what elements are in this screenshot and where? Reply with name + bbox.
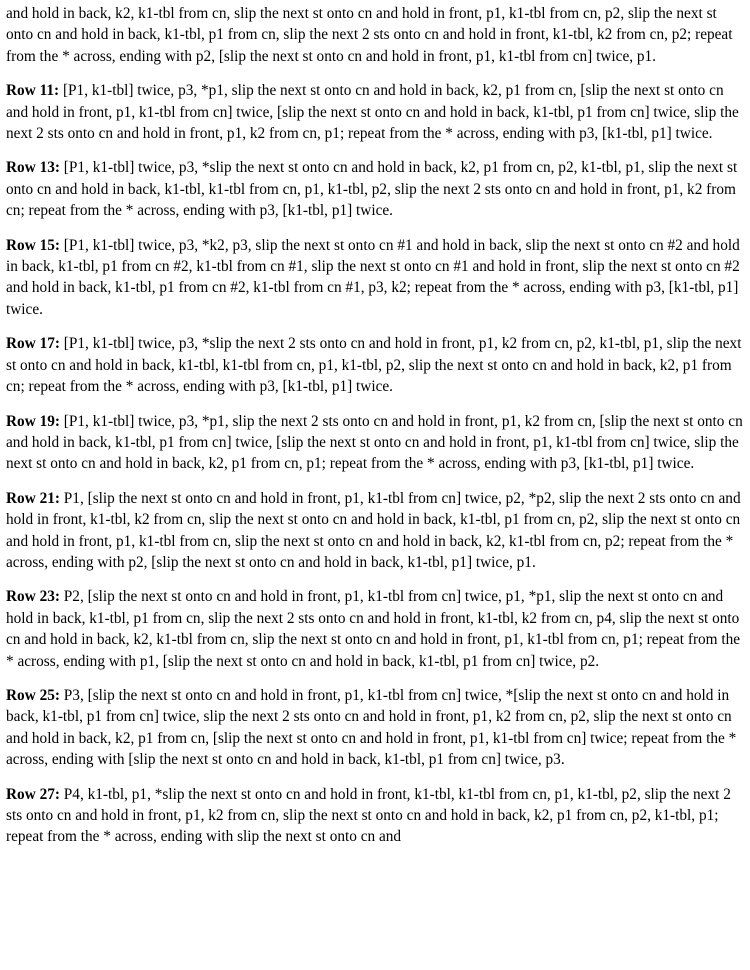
row-instructions: [P1, k1-tbl] twice, p3, *slip the next st onto cn and hold in back, k2, p1 from cn, p2, k1-tbl, p1, slip the next st onto cn and hold in back, k1-tbl, k1-tbl from cn, p1, k1-tbl, p2, slip the next 2 sts onto cn and hold in front, p1, k2 from cn; repeat from the * across, ending with p3, [k1-tbl, p1] twice. xyxy=(6,159,738,220)
row-label: Row 21: xyxy=(6,489,60,507)
row-instructions: P4, k1-tbl, p1, *slip the next st onto cn and hold in front, k1-tbl, k1-tbl from cn, p1, k1-tbl, p2, slip the next 2 sts onto cn and hold in front, p1, k2 from cn, slip the next st onto cn and hold in back, k2, p1 from cn, p2, k1-tbl, p1; repeat from the * across, ending with slip the next st onto cn and xyxy=(6,785,731,846)
row-label: Row 15: xyxy=(6,236,60,254)
document-page xyxy=(6,3,744,861)
row-13-paragraph xyxy=(6,157,744,221)
row-label: Row 17: xyxy=(6,335,60,353)
row-21-paragraph xyxy=(6,488,744,574)
row-label: Row 25: xyxy=(6,686,60,704)
row-11-paragraph xyxy=(6,80,744,144)
row-label: Row 13: xyxy=(6,159,60,177)
row-instructions: P2, [slip the next st onto cn and hold in front, p1, k1-tbl from cn] twice, p1, *p1, slip the next st onto cn and hold in back, k1-tbl, p1 from cn, slip the next 2 sts onto cn and hold in front, k1-tbl, k2 from cn, p4, slip the next st onto cn and hold in back, k2, k1-tbl from cn, slip the next st onto cn and hold in front, p1, k1-tbl from cn, p1; repeat from the * across, ending with p1, [slip the next st onto cn and hold in back, k1-tbl, p1 from cn] twice, p2. xyxy=(6,588,741,670)
row-instructions: [P1, k1-tbl] twice, p3, *p1, slip the next 2 sts onto cn and hold in front, p1, k2 from cn, [slip the next st onto cn and hold in back, k1-tbl, p1 from cn] twice, [slip the next st onto cn and hold in front, p1, k1-tbl from cn] twice, slip the next st onto cn and hold in back, k2, p1 from cn, p1; repeat from the * across, ending with p3, [k1-tbl, p1] twice. xyxy=(6,412,743,473)
row-label: Row 11: xyxy=(6,82,60,100)
row-instructions: P1, [slip the next st onto cn and hold in front, p1, k1-tbl from cn] twice, p2, *p2, slip the next 2 sts onto cn and hold in front, k1-tbl, k2 from cn, slip the next st onto cn and hold in back, k1-tbl, p1 from cn, p2, slip the next st onto cn and hold in front, p1, k1-tbl from cn, slip the next st onto cn and hold in back, k2, k1-tbl from cn, p2; repeat from the * across, ending with p2, [slip the next st onto cn and hold in back, k1-tbl, p1] twice, p1. xyxy=(6,489,741,571)
row-15-paragraph xyxy=(6,235,744,321)
row-19-paragraph xyxy=(6,411,744,475)
row-instructions: P3, [slip the next st onto cn and hold in front, p1, k1-tbl from cn] twice, *[slip the next st onto cn and hold in back, k1-tbl, p1 from cn] twice, slip the next 2 sts onto cn and hold in front, p1, k2 from cn, p2, slip the next st onto cn and hold in back, k2, p1 from cn, [slip the next st onto cn and hold in front, p1, k1-tbl from cn] twice; repeat from the * across, ending with [slip the next st onto cn and hold in back, k1-tbl, p1 from cn] twice, p3. xyxy=(6,686,737,769)
row-25-paragraph xyxy=(6,685,744,771)
row-23-paragraph xyxy=(6,586,744,672)
row-17-paragraph xyxy=(6,333,744,397)
row-instructions: [P1, k1-tbl] twice, p3, *slip the next 2 sts onto cn and hold in front, p1, k2 from cn, p2, k1-tbl, p1, slip the next st onto cn and hold in back, k1-tbl, k1-tbl from cn, p1, k1-tbl, p2, slip the next st onto cn and hold in back, k2, p1 from cn; repeat from the * across, ending with p3, [k1-tbl, p1] twice. xyxy=(6,335,742,396)
row-label: Row 23: xyxy=(6,588,60,606)
continued-paragraph: and hold in back, k2, k1-tbl from cn, slip the next st onto cn and hold in front, p1, k1-tbl from cn, p2, slip the next st onto cn and hold in back, k1-tbl, p1 from cn, slip the next 2 sts onto cn and hold in front, k1-tbl, k2 from cn, p2; repeat from the * across, ending with p2, [slip the next st onto cn and hold in front, p1, k1-tbl from cn] twice, p1. xyxy=(6,5,733,65)
row-instructions: [P1, k1-tbl] twice, p3, *p1, slip the next st onto cn and hold in back, k2, p1 from cn, [slip the next st onto cn and hold in front, p1, k1-tbl from cn] twice, [slip the next st onto cn and hold in back, k1-tbl, p1 from cn] twice, slip the next 2 sts onto cn and hold in front, p1, k2 from cn, p1; repeat from the * across, ending with p3, [k1-tbl, p1] twice. xyxy=(6,82,739,143)
row-27-paragraph xyxy=(6,784,744,848)
row-label: Row 19: xyxy=(6,412,60,430)
row-label: Row 27: xyxy=(6,785,60,803)
row-instructions: [P1, k1-tbl] twice, p3, *k2, p3, slip the next st onto cn #1 and hold in back, slip the next st onto cn #2 and hold in back, k1-tbl, p1 from cn #2, k1-tbl from cn #1, slip the next st onto cn #1 and hold in front, slip the next st onto cn #2 and hold in back, k1-tbl, p1 from cn #2, k1-tbl from cn #1, p3, k2; repeat from the * across, ending with p3, [k1-tbl, p1] twice. xyxy=(6,236,740,318)
